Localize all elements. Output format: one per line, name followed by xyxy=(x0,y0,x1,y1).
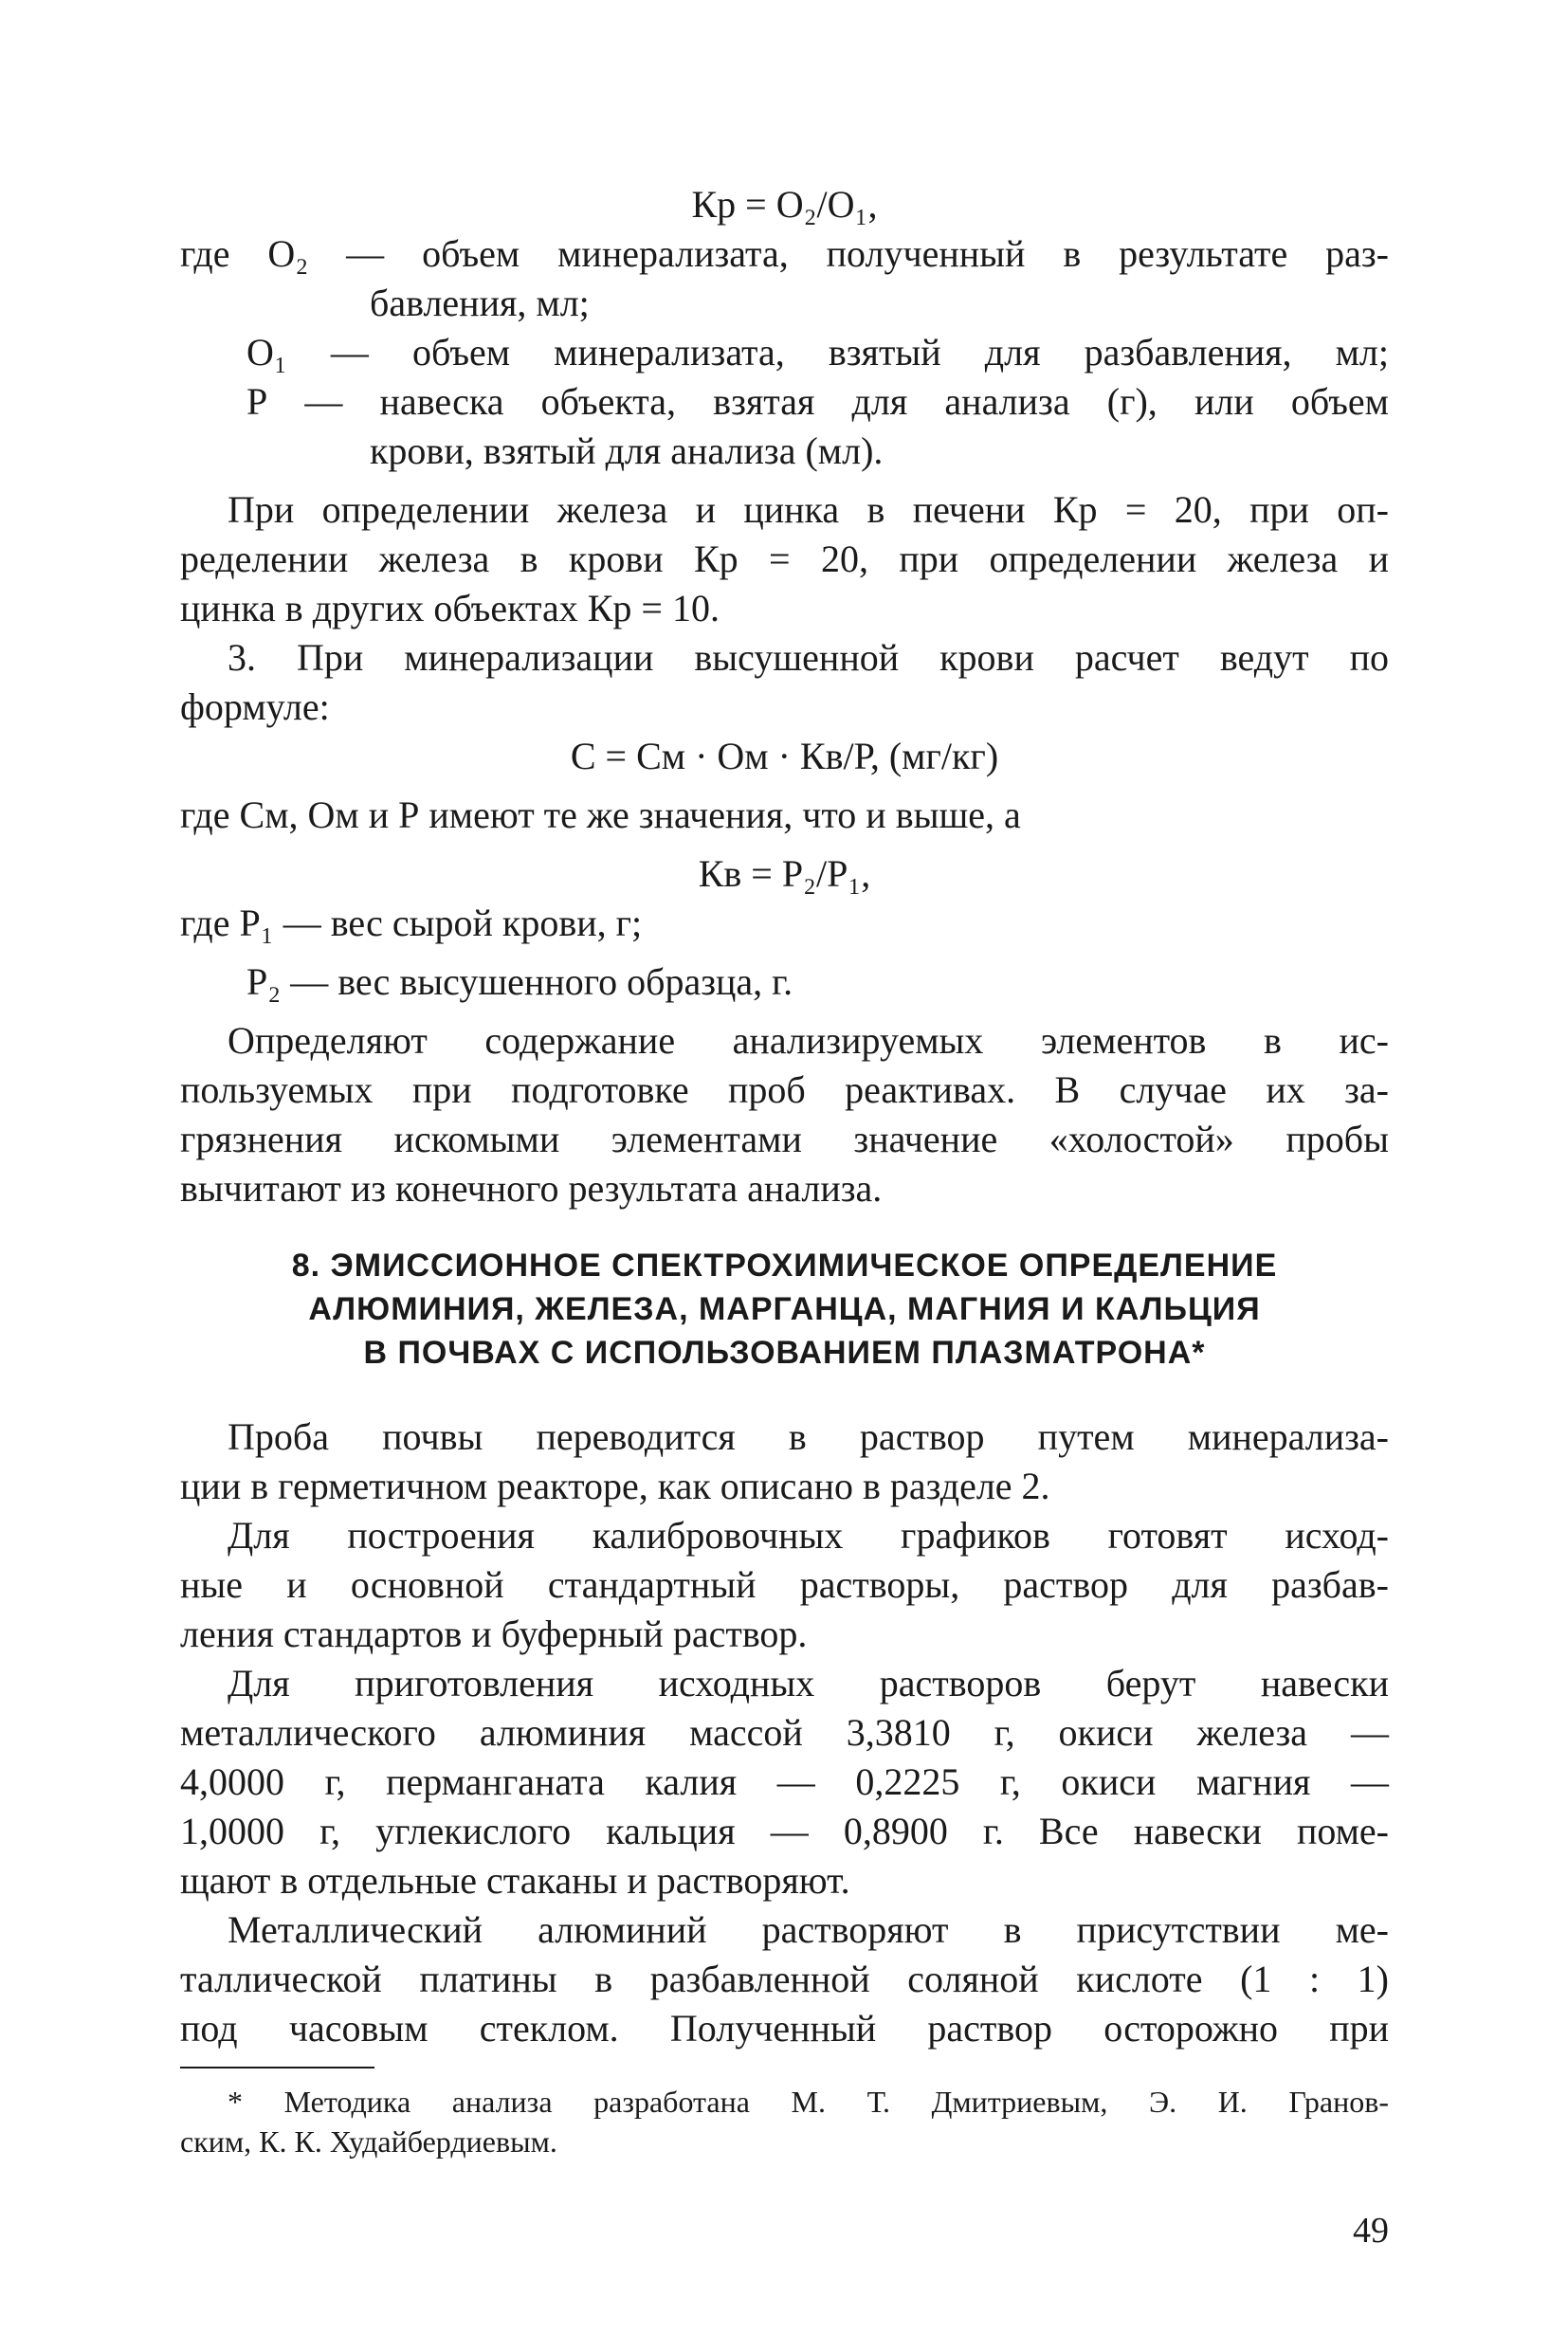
paragraph-line: металлического алюминия массой 3,3810 г, окиси железа — xyxy=(180,1711,1389,1754)
paragraph-line: где См, Ом и Р имеют те же значения, что и выше, а xyxy=(180,793,1021,836)
paragraph-line: При определении железа и цинка в печени Кр = 20, при оп- xyxy=(228,488,1389,531)
section-heading: 8. ЭМИССИОННОЕ СПЕКТРОХИМИЧЕСКОЕ ОПРЕДЕЛЕНИЕ xyxy=(291,1248,1278,1284)
paragraph-line: 1,0000 г, углекислого кальция — 0,8900 г. Все навески поме- xyxy=(180,1810,1389,1852)
paragraph-line: Для приготовления исходных растворов берут навески xyxy=(228,1662,1389,1704)
paragraph-line: ные и основной стандартный растворы, раствор для разбав- xyxy=(180,1563,1389,1606)
legend-line: Р — навеска объекта, взятая для анализа (г), или объем xyxy=(246,380,1389,423)
paragraph-line: Проба почвы переводится в раствор путем минерализа- xyxy=(228,1415,1389,1458)
paragraph-line: ции в герметичном реакторе, как описано в разделе 2. xyxy=(180,1465,1050,1507)
footnote-rule xyxy=(180,2067,374,2069)
legend-line: Р₂ — вес высушенного образца, г. xyxy=(246,960,793,1003)
section-heading: В ПОЧВАХ С ИСПОЛЬЗОВАНИЕМ ПЛАЗМАТРОНА* xyxy=(363,1335,1206,1371)
legend-line: крови, взятый для анализа (мл). xyxy=(370,429,884,472)
section-heading: АЛЮМИНИЯ, ЖЕЛЕЗА, МАРГАНЦА, МАГНИЯ И КАЛЬЦИЯ xyxy=(308,1291,1261,1327)
footnote-line: ским, К. К. Худайбердиевым. xyxy=(180,2124,557,2159)
legend-line: О₁ — объем минерализата, взятый для разбавления, мл; xyxy=(246,331,1389,374)
formula-c: С = См · Ом · Кв/Р, (мг/кг) xyxy=(570,735,999,777)
paragraph-line: вычитают из конечного результата анализа. xyxy=(180,1167,883,1210)
paragraph-line: щают в отдельные стаканы и растворяют. xyxy=(180,1859,850,1902)
paragraph-line: формуле: xyxy=(180,685,330,728)
paragraph-line: Для построения калибровочных графиков готовят исход- xyxy=(228,1514,1389,1557)
page-number: 49 xyxy=(1353,2211,1389,2251)
formula-kp: Кр = О₂/О₁, xyxy=(691,183,878,226)
paragraph-line: Металлический алюминий растворяют в присутствии ме- xyxy=(228,1908,1389,1951)
paragraph-line: грязнения искомыми элементами значение «холостой» пробы xyxy=(180,1118,1389,1160)
footnote-line: * Методика анализа разработана М. Т. Дмитриевым, Э. И. Гранов- xyxy=(228,2085,1389,2119)
formula-kv: Кв = Р₂/Р₁, xyxy=(698,852,871,895)
legend-line: бавления, мл; xyxy=(370,282,590,324)
paragraph-line: 3. При минерализации высушенной крови расчет ведут по xyxy=(228,636,1389,679)
paragraph-line: под часовым стеклом. Полученный раствор осторожно при xyxy=(180,2007,1389,2050)
paragraph-line: пользуемых при подготовке проб реактивах. В случае их за- xyxy=(180,1068,1389,1111)
paragraph-line: таллической платины в разбавленной соляной кислоте (1 : 1) xyxy=(180,1958,1389,2000)
paragraph-line: Определяют содержание анализируемых элементов в ис- xyxy=(228,1019,1389,1062)
paragraph-line: ления стандартов и буферный раствор. xyxy=(180,1613,808,1655)
legend-line: где Р₁ — вес сырой крови, г; xyxy=(180,902,643,944)
paragraph-line: 4,0000 г, перманганата калия — 0,2225 г, окиси магния — xyxy=(180,1760,1389,1803)
paragraph-line: цинка в других объектах Кр = 10. xyxy=(180,587,720,629)
legend-line: где О₂ — объем минерализата, полученный в результате раз- xyxy=(180,232,1389,275)
paragraph-line: ределении железа в крови Кр = 20, при определении железа и xyxy=(180,538,1389,580)
